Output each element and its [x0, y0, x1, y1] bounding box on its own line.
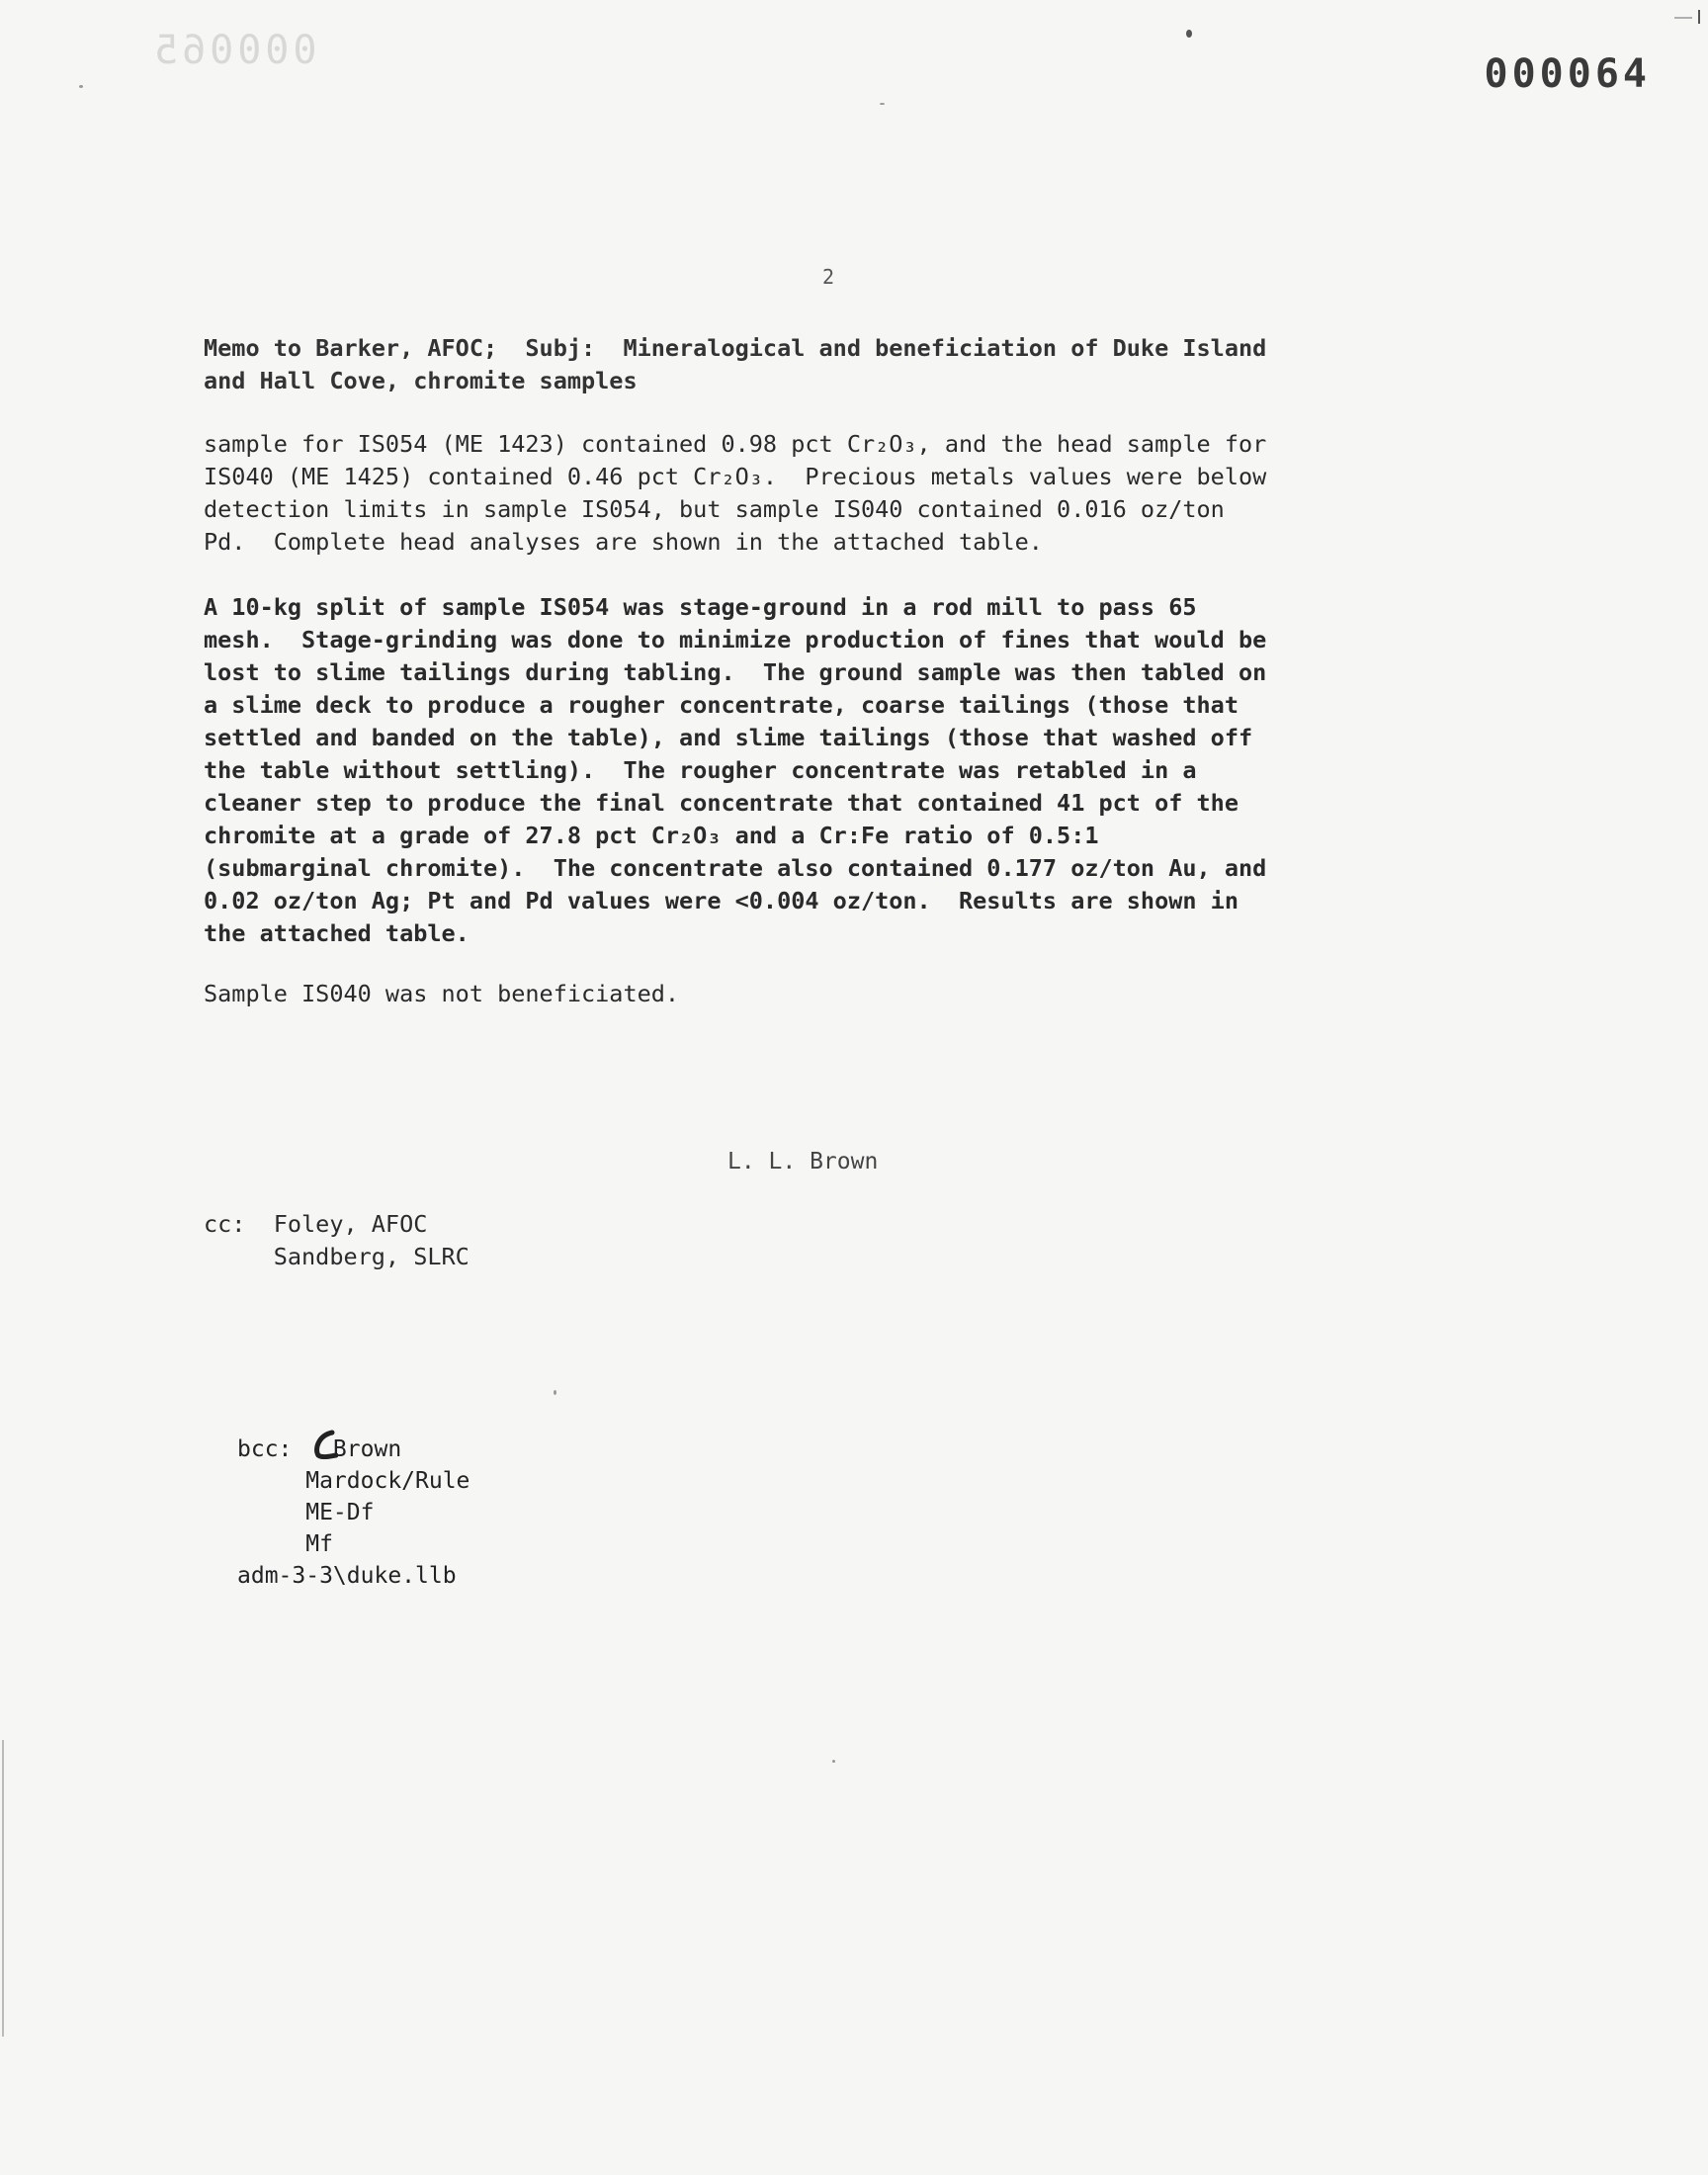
scan-speck [79, 85, 83, 88]
paragraph-beneficiation: A 10-kg split of sample IS054 was stage-ground in a rod mill to pass 65 mesh. Stage-grinding was done to minimize production of fines that would be lost to slime tailings during tabling. The ground sample was then tabled on a slime deck to produce a rougher concentrate, coarse tailings (those that settled and banded on the table), and slime tailings (those that washed off the table without settling). The rougher concentrate was retabled in a cleaner step to produce the final concentrate that contained 41 pct of the chromite at a grade of 27.8 pct Cr₂O₃ and a Cr:Fe ratio of 0.5:1 (submarginal chromite). The concentrate also contained 0.177 oz/ton Au, and 0.02 oz/ton Ag; Pt and Pd values were <0.004 oz/ton. Results are shown in the attached table. [204, 593, 1267, 947]
memo-header: Memo to Barker, AFOC; Subj: Mineralogical and beneficiation of Duke Island and Hall Cove, chromite samples [204, 334, 1267, 394]
scan-speck [1186, 30, 1192, 38]
scan-speck [832, 1760, 835, 1763]
paragraph-head-analysis: sample for IS054 (ME 1423) contained 0.98 pct Cr₂O₃, and the head sample for IS040 (ME 1425) contained 0.46 pct Cr₂O₃. Precious metals values were below detection limits in sample IS054, but sample IS040 contained 0.016 oz/ton Pd. Complete head analyses are shown in the attached table. [204, 430, 1267, 556]
scan-speck [554, 1390, 556, 1395]
cc-list: cc: Foley, AFOC Sandberg, SLRC [204, 1210, 470, 1270]
handwritten-check-mark [312, 1430, 338, 1459]
paragraph-not-beneficiated: Sample IS040 was not beneficiated. [204, 980, 680, 1007]
ghost-stamp-number: 000065 [150, 28, 317, 73]
scan-edge-line [2, 1740, 4, 2037]
stamp-number: 000064 [1484, 51, 1651, 97]
signature-line: L. L. Brown [727, 1149, 879, 1174]
bcc-list: bcc: Brown Mardock/Rule ME-Df Mf adm-3-3\duke.llb [237, 1436, 470, 1589]
page-number: 2 [822, 265, 835, 289]
scan-speck [880, 103, 885, 105]
corner-mark [1672, 8, 1702, 26]
